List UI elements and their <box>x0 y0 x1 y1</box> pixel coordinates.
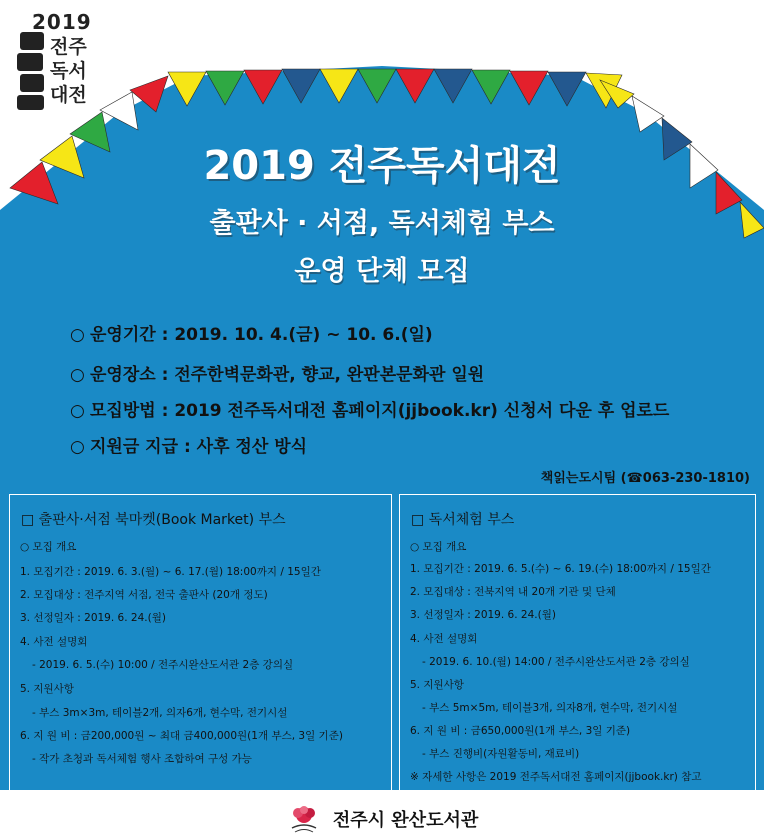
book-market-line: 5. 지원사항 <box>20 683 74 695</box>
book-market-line: 1. 모집기간 : 2019. 6. 3.(월) ~ 6. 17.(월) 18:00까지 / 15일간 <box>20 566 321 578</box>
info-bullet: ○ <box>70 437 85 457</box>
contact-info: 책읽는도시팀 (☎063-230-1810) <box>540 471 750 486</box>
book-market-line: - 2019. 6. 5.(수) 10:00 / 전주시완산도서관 2층 강의실 <box>32 659 294 671</box>
logo-line-1: 전주 <box>50 36 87 58</box>
info-method-text: 모집방법 : 2019 전주독서대전 홈페이지(jjbook.kr) 신청서 다운 후 업로드 <box>90 401 670 421</box>
festival-logo <box>14 10 94 112</box>
info-venue-text: 운영장소 : 전주한벽문화관, 향교, 완판본문화관 일원 <box>90 365 485 385</box>
subtitle-booths: 출판사 · 서점, 독서체험 부스 <box>209 208 555 239</box>
book-market-line: 4. 사전 설명회 <box>20 636 88 648</box>
book-market-line: ○ 모집 개요 <box>20 541 77 553</box>
book-market-title: □ 출판사·서점 북마켓(Book Market) 부스 <box>21 512 286 528</box>
reading-experience-box <box>399 494 756 791</box>
reading-experience-line: 5. 지원사항 <box>410 679 464 691</box>
info-bullet: ○ <box>70 401 85 421</box>
reading-experience-line: - 부스 진행비(자원활동비, 재료비) <box>422 748 580 760</box>
info-venue <box>70 364 484 386</box>
info-method <box>70 400 669 422</box>
reading-experience-line: 4. 사전 설명회 <box>410 633 478 645</box>
info-bullet: ○ <box>70 325 85 345</box>
logo-line-3: 대전 <box>50 84 87 106</box>
reading-experience-title: □ 독서체험 부스 <box>411 512 515 528</box>
book-market-line: 6. 지 원 비 : 금200,000원 ~ 최대 금400,000원(1개 부스, 3일 기준) <box>20 730 343 742</box>
subtitle-recruit: 운영 단체 모집 <box>294 256 470 287</box>
reading-experience-line: 2. 모집대상 : 전북지역 내 20개 기관 및 단체 <box>410 586 616 598</box>
book-market-box <box>9 494 392 791</box>
logo-line-2: 독서 <box>50 60 87 82</box>
reading-experience-line: - 부스 5m×5m, 테이블3개, 의자8개, 현수막, 전기시설 <box>422 702 678 714</box>
reading-experience-line: ※ 자세한 사항은 2019 전주독서대전 홈페이지(jjbook.kr) 참고 <box>410 771 702 783</box>
book-market-line: - 부스 3m×3m, 테이블2개, 의자6개, 현수막, 전기시설 <box>32 707 288 719</box>
main-title: 2019 전주독서대전 <box>203 143 561 189</box>
reading-experience-line: 6. 지 원 비 : 금650,000원(1개 부스, 3일 기준) <box>410 725 631 737</box>
book-market-line: 2. 모집대상 : 전주지역 서점, 전국 출판사 (20개 정도) <box>20 589 268 601</box>
logo-year: 2019 <box>32 10 92 34</box>
footer <box>0 804 764 834</box>
info-funding-text: 지원금 지급 : 사후 정산 방식 <box>90 437 308 457</box>
info-period-text: 운영기간 : 2019. 10. 4.(금) ~ 10. 6.(일) <box>90 325 433 345</box>
info-bullet: ○ <box>70 365 85 385</box>
reading-experience-line: 1. 모집기간 : 2019. 6. 5.(수) ~ 6. 19.(수) 18:00까지 / 15일간 <box>410 563 711 575</box>
library-flower-logo-icon <box>286 804 322 834</box>
reading-experience-line: - 2019. 6. 10.(월) 14:00 / 전주시완산도서관 2층 강의실 <box>422 656 690 668</box>
book-market-line: 3. 선정일자 : 2019. 6. 24.(월) <box>20 612 166 624</box>
book-stack-icon <box>14 28 48 112</box>
info-period <box>70 324 433 346</box>
reading-experience-line: ○ 모집 개요 <box>410 541 467 553</box>
reading-experience-line: 3. 선정일자 : 2019. 6. 24.(월) <box>410 609 556 621</box>
library-name: 전주시 완산도서관 <box>332 810 479 831</box>
info-funding <box>70 436 307 458</box>
book-market-line: - 작가 초청과 독서체험 행사 조합하여 구성 가능 <box>32 753 252 765</box>
